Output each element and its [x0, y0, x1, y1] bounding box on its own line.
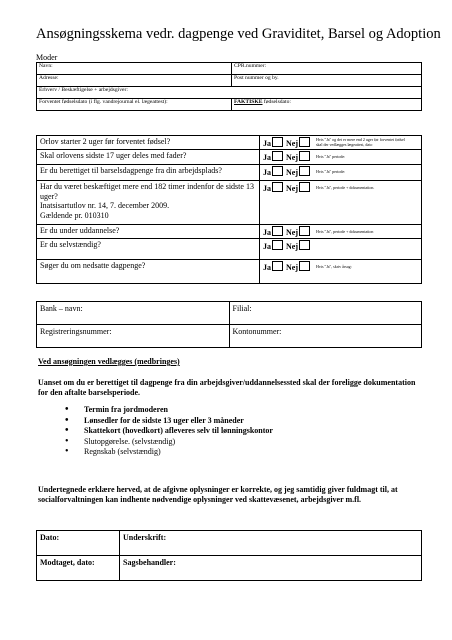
ja-label: Ja — [263, 139, 271, 148]
list-item: • Lønsedler for de sidste 13 uger eller 3 måneder — [60, 416, 273, 427]
attachments-list — [60, 405, 273, 458]
bank-table — [36, 301, 422, 348]
postnummer-field[interactable]: Post nummer og by. — [232, 75, 422, 87]
answer-1 — [260, 136, 422, 150]
registreringsnummer-field[interactable]: Registreringsnummer: — [37, 325, 230, 348]
attachments-heading: Ved ansøgningen vedlægges (medbringes) — [38, 357, 180, 366]
answer-2 — [260, 150, 422, 165]
ja-label: Ja — [263, 242, 271, 251]
questions-table — [36, 135, 422, 284]
question-2: Skal orlovens sidste 17 uger deles med fader? — [37, 150, 260, 165]
answer-3 — [260, 165, 422, 181]
question-6: Er du selvstændig? — [37, 239, 260, 260]
faktiske-bold: FAKTISKE — [234, 99, 263, 105]
answer-6 — [260, 239, 422, 260]
ja-checkbox[interactable] — [272, 166, 283, 176]
nej-checkbox[interactable] — [299, 226, 310, 236]
filial-field[interactable]: Filial: — [229, 302, 422, 325]
ja-checkbox[interactable] — [272, 151, 283, 161]
answer-hint: Hvis "Ja" periode: — [316, 169, 346, 174]
question-1: Orlov starter 2 uger før forventet fødsel? — [37, 136, 260, 150]
nej-label: Nej — [286, 139, 298, 148]
adresse-field[interactable]: Adresse: — [37, 75, 232, 87]
nej-label: Nej — [286, 184, 298, 193]
cpr-field[interactable]: CPR.nummer: — [232, 63, 422, 75]
declaration-text: Undertegnede erklære herved, at de afgivne oplysninger er korrekte, og jeg samtidig giver fuldmagt til, at socialforvaltningen kan indhente nødvendige oplysninger ved skattevæsenet, arbejdsgiver m.fl. — [38, 485, 398, 504]
kontonummer-field[interactable]: Kontonummer: — [229, 325, 422, 348]
faktiske-rest: fødselsdato: — [262, 99, 291, 105]
ja-checkbox[interactable] — [272, 261, 283, 271]
dato-field[interactable]: Dato: — [37, 531, 120, 556]
question-4-law: Inatsisartutlov nr. 14, 7. december 2009. — [40, 201, 170, 210]
answer-hint: Hvis "Ja" og det er mere end 2 uger før forventet fødsel skal der vedlægges lægeattest, dato — [316, 137, 405, 147]
ja-checkbox[interactable] — [272, 240, 283, 250]
underskrift-field[interactable]: Underskrift: — [120, 531, 422, 556]
question-4 — [37, 181, 260, 225]
answer-hint: Hvis "Ja", periode + dokumentation. — [316, 185, 375, 190]
list-item: • Slutopgørelse. (selvstændig) — [60, 437, 273, 448]
modtaget-dato-field[interactable]: Modtaget, dato: — [37, 556, 120, 581]
nej-checkbox[interactable] — [299, 151, 310, 161]
ja-label: Ja — [263, 153, 271, 162]
nej-label: Nej — [286, 263, 298, 272]
nej-checkbox[interactable] — [299, 261, 310, 271]
ja-label: Ja — [263, 168, 271, 177]
erhverv-field[interactable]: Erhverv / Beskæftigelse + arbejdsgiver: — [37, 87, 422, 99]
question-4-valid: Gældende pr. 010310 — [40, 210, 109, 220]
ja-label: Ja — [263, 228, 271, 237]
list-item: • Regnskab (selvstændig) — [60, 447, 273, 458]
ja-label: Ja — [263, 263, 271, 272]
ja-checkbox[interactable] — [272, 182, 283, 192]
answer-hint: Hvis "Ja", periode + dokumentation — [316, 229, 374, 234]
nej-checkbox[interactable] — [299, 182, 310, 192]
list-item: • Termin fra jordmoderen — [60, 405, 273, 416]
question-5: Er du under uddannelse? — [37, 225, 260, 239]
nej-label: Nej — [286, 168, 298, 177]
answer-hint: Hvis "Ja", skriv årsag: — [316, 264, 352, 269]
answer-7 — [260, 260, 422, 284]
list-item: • Skattekort (hovedkort) afleveres selv til lønningskontor — [60, 426, 273, 437]
forventet-field[interactable]: Forventet fødselsdato (i flg. vandrejournal el. lægeattest): — [37, 99, 232, 111]
nej-checkbox[interactable] — [299, 166, 310, 176]
question-7: Søger du om nedsatte dagpenge? — [37, 260, 260, 284]
nej-checkbox[interactable] — [299, 240, 310, 250]
bank-navn-field[interactable]: Bank – navn: — [37, 302, 230, 325]
question-3: Er du berettiget til barselsdagpenge fra din arbejdsplads? — [37, 165, 260, 181]
nej-checkbox[interactable] — [299, 137, 310, 147]
sagsbehandler-field[interactable]: Sagsbehandler: — [120, 556, 422, 581]
answer-hint: Hvis "Ja" periode: — [316, 154, 346, 159]
moder-section-label: Moder — [36, 53, 58, 62]
question-4-text: Har du været beskæftiget mere end 182 timer indenfor de sidste 13 uger? — [40, 182, 254, 201]
ja-checkbox[interactable] — [272, 137, 283, 147]
answer-4 — [260, 181, 422, 225]
answer-5 — [260, 225, 422, 239]
navn-field[interactable]: Navn: — [37, 63, 232, 75]
signature-table — [36, 530, 422, 581]
nej-label: Nej — [286, 242, 298, 251]
ja-checkbox[interactable] — [272, 226, 283, 236]
form-title: Ansøgningsskema vedr. dagpenge ved Graviditet, Barsel og Adoption — [36, 26, 441, 42]
nej-label: Nej — [286, 153, 298, 162]
faktiske-field[interactable] — [232, 99, 422, 111]
moder-table — [36, 62, 422, 111]
ja-label: Ja — [263, 184, 271, 193]
attachments-intro: Uanset om du er berettiget til dagpenge fra din arbejdsgiver/uddannelsessted skal der foreligge dokumentation for den aftalte barselsperiode. — [38, 378, 416, 397]
nej-label: Nej — [286, 228, 298, 237]
